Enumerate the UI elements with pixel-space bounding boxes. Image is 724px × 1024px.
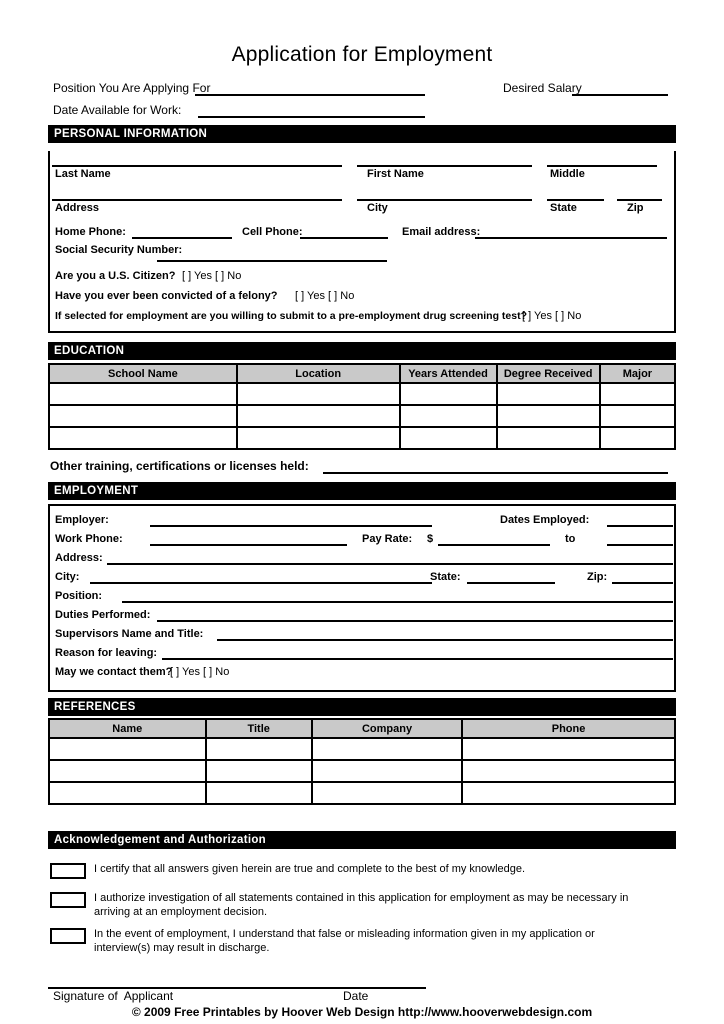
education-cell[interactable]: [400, 405, 497, 427]
date-available-input-line[interactable]: [198, 116, 425, 118]
email-address-input-line[interactable]: [475, 237, 667, 239]
date-label: Date: [343, 989, 369, 1003]
state-label: State: [550, 202, 577, 214]
education-section-header: EDUCATION: [48, 342, 676, 360]
middle-name-input-line[interactable]: [547, 165, 657, 167]
employer-zip-label: Zip:: [587, 571, 608, 583]
pay-rate-dollar-sign: $: [427, 533, 434, 545]
copyright-footer: © 2009 Free Printables by Hoover Web Design http://www.hooverwebdesign.com: [131, 1005, 593, 1019]
address-input-line[interactable]: [52, 199, 342, 201]
references-cell[interactable]: [462, 760, 675, 782]
work-phone-label: Work Phone:: [55, 533, 123, 545]
middle-name-label: Middle: [550, 168, 585, 180]
pay-rate-to-label: to: [565, 533, 576, 545]
pay-rate-label: Pay Rate:: [362, 533, 413, 545]
supervisor-name-title-input-line[interactable]: [217, 639, 673, 641]
education-row: [49, 427, 675, 449]
education-cell[interactable]: [49, 405, 237, 427]
pay-rate-to-input-line[interactable]: [607, 544, 673, 546]
education-cell[interactable]: [600, 405, 675, 427]
reason-for-leaving-input-line[interactable]: [162, 658, 673, 660]
employment-city-state-zip-row: [50, 568, 674, 587]
education-col-school-name: School Name: [49, 364, 237, 383]
references-cell[interactable]: [462, 738, 675, 760]
references-row: [49, 760, 675, 782]
references-cell[interactable]: [206, 782, 312, 804]
references-row: [49, 738, 675, 760]
employer-label: Employer:: [55, 514, 109, 526]
references-table: [48, 718, 676, 805]
education-col-major: Major: [600, 364, 675, 383]
acknowledgement-section-header: Acknowledgement and Authorization: [48, 831, 676, 849]
ssn-label: Social Security Number:: [55, 244, 183, 256]
desired-salary-input-line[interactable]: [572, 94, 668, 96]
employer-address-input-line[interactable]: [107, 563, 673, 565]
personal-ssn-row: [50, 241, 674, 267]
references-col-phone: Phone: [462, 719, 675, 738]
references-col-name: Name: [49, 719, 206, 738]
references-cell[interactable]: [312, 782, 462, 804]
employer-state-input-line[interactable]: [467, 582, 555, 584]
address-label: Address: [55, 202, 100, 214]
references-cell[interactable]: [49, 760, 206, 782]
last-name-label: Last Name: [55, 168, 111, 180]
home-phone-input-line[interactable]: [132, 237, 232, 239]
other-training-input-line[interactable]: [323, 472, 668, 474]
education-cell[interactable]: [237, 383, 400, 405]
state-input-line[interactable]: [547, 199, 604, 201]
education-table: [48, 363, 676, 450]
references-col-title: Title: [206, 719, 312, 738]
education-cell[interactable]: [497, 405, 600, 427]
cell-phone-input-line[interactable]: [300, 237, 388, 239]
education-cell[interactable]: [497, 383, 600, 405]
duties-performed-label: Duties Performed:: [55, 609, 151, 621]
page-title: Application for Employment: [231, 43, 493, 66]
references-cell[interactable]: [206, 738, 312, 760]
zip-input-line[interactable]: [617, 199, 662, 201]
employment-work-phone-row: [50, 530, 674, 549]
zip-label: Zip: [627, 202, 644, 214]
signature-block: [48, 987, 676, 1003]
education-cell[interactable]: [400, 427, 497, 449]
dates-employed-label: Dates Employed:: [500, 514, 590, 526]
references-cell[interactable]: [49, 782, 206, 804]
citizen-question-label: Are you a U.S. Citizen?: [55, 270, 176, 282]
personal-section-header: PERSONAL INFORMATION: [48, 125, 676, 143]
email-address-label: Email address:: [402, 226, 481, 238]
last-name-input-line[interactable]: [52, 165, 342, 167]
personal-address-row: [50, 185, 674, 215]
authorize-statement: I authorize investigation of all statements contained in this application for employment as may be necessary in arriving at an employment decision.: [94, 892, 629, 918]
education-cell[interactable]: [237, 405, 400, 427]
education-col-location: Location: [237, 364, 400, 383]
felony-question-label: Have you ever been convicted of a felony?: [55, 290, 278, 302]
other-training-label: Other training, certifications or licenses held:: [50, 459, 309, 473]
may-we-contact-yes-no-checkboxes[interactable]: [ ] Yes [ ] No: [170, 666, 230, 678]
references-cell[interactable]: [312, 760, 462, 782]
employer-input-line[interactable]: [150, 525, 432, 527]
education-cell[interactable]: [49, 427, 237, 449]
personal-drug-test-row: [50, 306, 674, 325]
education-col-degree-received: Degree Received: [497, 364, 600, 383]
cell-phone-label: Cell Phone:: [242, 226, 303, 238]
references-section-header: REFERENCES: [48, 698, 676, 716]
education-cell[interactable]: [237, 427, 400, 449]
references-cell[interactable]: [49, 738, 206, 760]
felony-yes-no-checkboxes[interactable]: [ ] Yes [ ] No: [295, 290, 355, 302]
first-name-label: First Name: [367, 168, 424, 180]
desired-salary-label: Desired Salary: [503, 81, 582, 95]
employment-section-header: EMPLOYMENT: [48, 482, 676, 500]
employer-city-label: City:: [55, 571, 80, 583]
employment-supervisor-row: [50, 625, 674, 644]
city-input-line[interactable]: [357, 199, 532, 201]
employer-address-label: Address:: [55, 552, 103, 564]
references-header-row: [49, 719, 675, 738]
employer-zip-input-line[interactable]: [612, 582, 673, 584]
education-cell[interactable]: [497, 427, 600, 449]
position-applying-input-line[interactable]: [195, 94, 425, 96]
education-cell[interactable]: [400, 383, 497, 405]
education-row: [49, 383, 675, 405]
acknowledgement-item: [50, 862, 676, 879]
employment-contact-row: [50, 663, 674, 682]
false-info-checkbox[interactable]: [50, 928, 86, 944]
employment-employer-row: [50, 511, 674, 530]
personal-phone-row: [50, 224, 674, 241]
references-row: [49, 782, 675, 804]
employer-city-input-line[interactable]: [90, 582, 432, 584]
reason-for-leaving-label: Reason for leaving:: [55, 647, 158, 659]
education-col-years-attended: Years Attended: [400, 364, 497, 383]
references-cell[interactable]: [206, 760, 312, 782]
education-cell[interactable]: [600, 427, 675, 449]
city-label: City: [367, 202, 388, 214]
personal-name-row: [50, 151, 674, 181]
position-applying-label: Position You Are Applying For: [53, 81, 211, 95]
position-input-line[interactable]: [122, 601, 673, 603]
home-phone-label: Home Phone:: [55, 226, 126, 238]
top-row-date-available: [48, 103, 676, 119]
certify-checkbox[interactable]: [50, 863, 86, 879]
first-name-input-line[interactable]: [357, 165, 532, 167]
references-col-company: Company: [312, 719, 462, 738]
employment-address-row: [50, 549, 674, 568]
education-header-row: [49, 364, 675, 383]
drug-test-yes-no-checkboxes[interactable]: [ ] Yes [ ] No: [522, 310, 582, 322]
employment-position-row: [50, 587, 674, 606]
personal-felony-row: [50, 286, 674, 306]
acknowledgement-item: [50, 891, 676, 919]
supervisor-name-title-label: Supervisors Name and Title:: [55, 628, 204, 640]
dates-employed-input-line[interactable]: [607, 525, 673, 527]
personal-citizen-row: [50, 267, 674, 286]
date-available-label: Date Available for Work:: [53, 103, 182, 117]
authorize-checkbox[interactable]: [50, 892, 86, 908]
employment-reason-row: [50, 644, 674, 663]
may-we-contact-label: May we contact them?: [55, 666, 173, 678]
pay-rate-from-input-line[interactable]: [438, 544, 550, 546]
other-training-row: [48, 459, 676, 475]
education-row: [49, 405, 675, 427]
work-phone-input-line[interactable]: [150, 544, 347, 546]
false-info-statement: In the event of employment, I understand that false or misleading information given in my application or interview(s) may result in discharge.: [94, 928, 595, 954]
citizen-yes-no-checkboxes[interactable]: [ ] Yes [ ] No: [182, 270, 242, 282]
personal-section-box: [48, 151, 676, 333]
duties-performed-input-line[interactable]: [157, 620, 673, 622]
references-cell[interactable]: [462, 782, 675, 804]
position-label: Position:: [55, 590, 103, 602]
employment-duties-row: [50, 606, 674, 625]
employer-state-label: State:: [430, 571, 461, 583]
references-cell[interactable]: [312, 738, 462, 760]
top-row-position: [48, 81, 676, 97]
signature-label: Signature of Applicant: [53, 989, 174, 1003]
education-cell[interactable]: [49, 383, 237, 405]
drug-test-question-label: If selected for employment are you willing to submit to a pre-employment drug screening test?: [55, 310, 527, 322]
acknowledgement-item: [50, 927, 676, 955]
certify-statement: I certify that all answers given herein are true and complete to the best of my knowledge.: [94, 863, 526, 875]
employment-section-box: [48, 504, 676, 692]
education-cell[interactable]: [600, 383, 675, 405]
ssn-input-line[interactable]: [157, 260, 387, 262]
